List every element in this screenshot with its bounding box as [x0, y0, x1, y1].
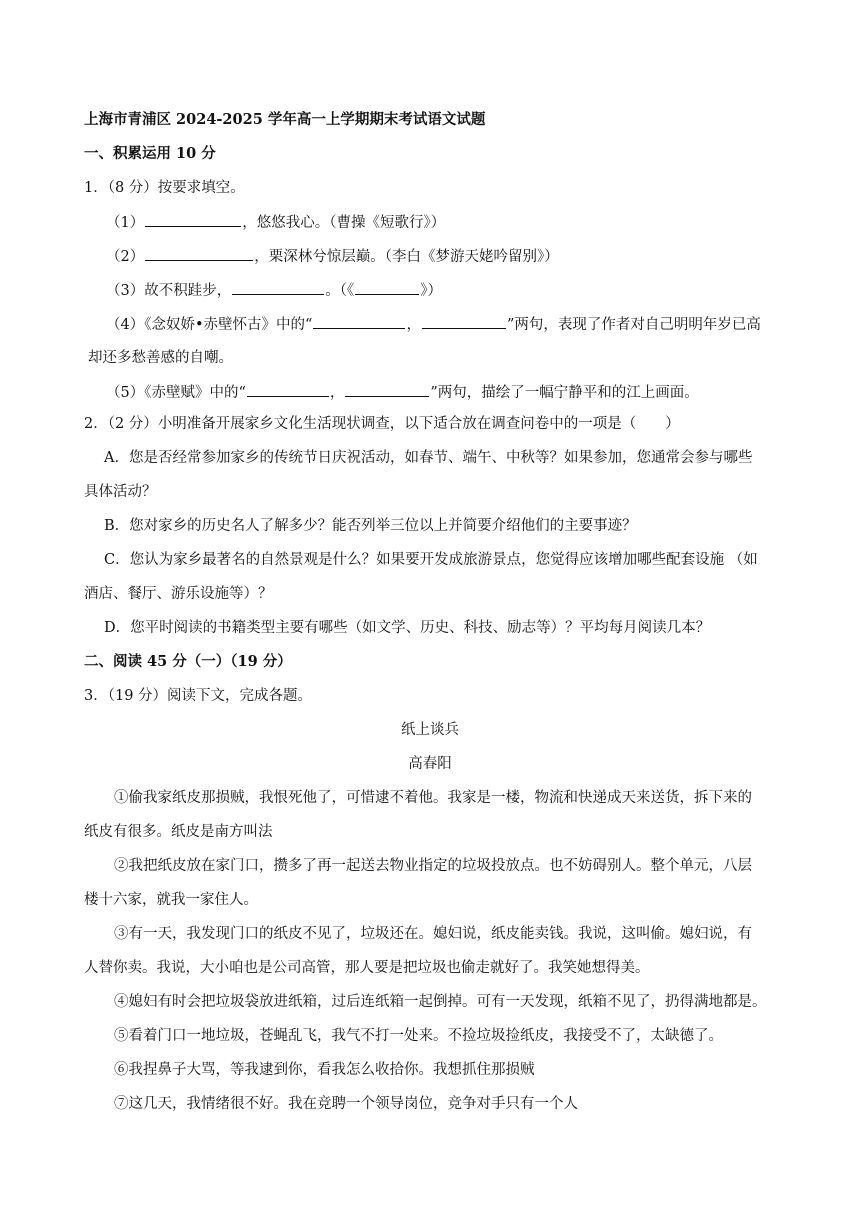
paragraph-7: ⑦这几天，我情绪很不好。我在竞聘一个领导岗位，竞争对手只有一个人	[114, 1096, 578, 1112]
q1-item-3-prefix: （3）故不积跬步，	[106, 283, 232, 299]
q1-item-5-suffix: ”两句，描绘了一幅宁静平和的江上画面。	[430, 385, 699, 401]
question-3-stem: 3．（19 分）阅读下文，完成各题。	[84, 688, 313, 704]
q1-blank-2	[145, 246, 253, 261]
q1-item-4	[106, 314, 761, 335]
q1-item-2-suffix: ，栗深林兮惊层巅。（李白《梦游天姥吟留别》）	[254, 249, 559, 265]
q2-option-c-line1: C．您认为家乡最著名的自然景观是什么？如果要开发成旅游景点，您觉得应该增加哪些配套设施 （如	[104, 552, 758, 568]
q1-item-4-continued: 却还多愁善感的自嘲。	[88, 350, 233, 366]
doc-title: 上海市青浦区 2024-2025 学年高一上学期期末考试语文试题	[84, 111, 486, 128]
q1-item-1-suffix: ，悠悠我心。（曹操《短歌行》）	[242, 215, 446, 231]
q1-blank-1	[145, 212, 241, 227]
q2-option-d: D．您平时阅读的书籍类型主要有哪些（如文学、历史、科技、励志等）？平均每月阅读几本？	[104, 620, 711, 636]
paragraph-3-line1: ③有一天，我发现门口的纸皮不见了，垃圾还在。媳妇说，纸皮能卖钱。我说，这叫偷。媳妇说，有	[114, 926, 752, 942]
q2-option-b: B．您对家乡的历史名人了解多少？能否列举三位以上并简要介绍他们的主要事迹？	[104, 518, 637, 534]
q1-blank-3	[232, 280, 324, 295]
q1-item-3-mid: 。（《	[325, 283, 355, 299]
paragraph-1-line2: 纸皮有很多。纸皮是南方叫法	[84, 824, 273, 840]
q1-blank-5a	[247, 382, 329, 397]
paragraph-4: ④媳妇有时会把垃圾袋放进纸箱，过后连纸箱一起倒掉。可有一天发现，纸箱不见了，扔得满地都是。	[114, 994, 767, 1010]
paragraph-5: ⑤看着门口一地垃圾，苍蝇乱飞，我气不打一处来。不捡垃圾捡纸皮，我接受不了，太缺德了。	[114, 1028, 723, 1044]
q1-item-1	[106, 212, 445, 233]
q1-item-2-prefix: （2）	[106, 249, 145, 265]
paragraph-2-line1: ②我把纸皮放在家门口，攒多了再一起送去物业指定的垃圾投放点。也不妨碍别人。整个单元，八层	[114, 858, 752, 874]
section-heading-2: 二、阅读 45 分（一）（19 分）	[84, 653, 292, 670]
q1-item-3	[106, 280, 442, 301]
q2-option-c-line2: 酒店、餐厅、游乐设施等）？	[84, 586, 273, 602]
q1-blank-4a	[313, 314, 405, 329]
paragraph-1-line1: ①偷我家纸皮那损贼，我恨死他了，可惜逮不着他。我家是一楼，物流和快递成天来送货，拆下来的	[114, 790, 752, 806]
article-title: 纸上谈兵	[401, 722, 459, 738]
paragraph-2-line2: 楼十六家，就我一家住人。	[84, 892, 258, 908]
paragraph-3-line2: 人替你卖。我说，大小咱也是公司高管，那人要是把垃圾也偷走就好了。我笑她想得美。	[84, 960, 650, 976]
q2-option-a-line1: A．您是否经常参加家乡的传统节日庆祝活动，如春节、端午、中秋等？如果参加，您通常会参与哪些	[104, 450, 753, 466]
q1-item-5-comma: ，	[329, 385, 345, 401]
q1-blank-5b	[345, 382, 429, 397]
q1-item-1-prefix: （1）	[106, 215, 145, 231]
q1-blank-4b	[422, 314, 506, 329]
q2-option-a-line2: 具体活动？	[84, 484, 157, 500]
question-2-stem: 2．（2 分）小明准备开展家乡文化生活现状调查，以下适合放在调查问卷中的一项是（ ）	[84, 416, 680, 432]
paragraph-6: ⑥我捏鼻子大骂，等我逮到你，看我怎么收拾你。我想抓住那损贼	[114, 1062, 535, 1078]
q1-item-4-comma: ，	[406, 317, 421, 333]
section-heading-1: 一、积累运用 10 分	[84, 145, 216, 162]
q1-item-5	[106, 382, 699, 403]
q1-item-4-suffix: ”两句，表现了作者对自己明明年岁已高	[506, 317, 761, 333]
article-author: 高春阳	[408, 756, 452, 772]
q1-item-3-suffix: 》）	[420, 283, 442, 299]
q1-blank-3b	[355, 280, 419, 295]
question-1-stem: 1．（8 分）按要求填空。	[84, 180, 245, 196]
q1-item-4-prefix: （4）《念奴娇•赤壁怀古》中的“	[106, 317, 313, 333]
q1-item-5-prefix: （5）《赤壁赋》中的“	[106, 385, 246, 401]
q1-item-2	[106, 246, 559, 267]
